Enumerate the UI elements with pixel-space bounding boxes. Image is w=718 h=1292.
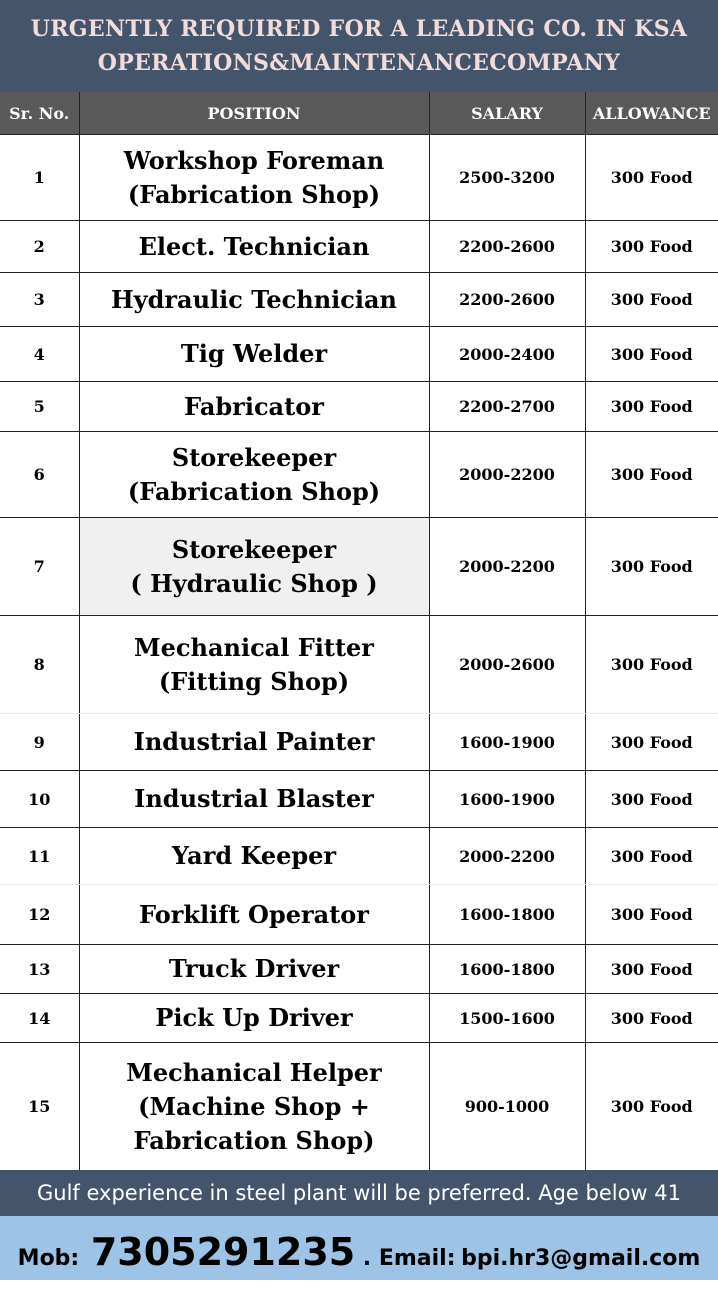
header-subtitle: OPERATIONS&MAINTENANCECOMPANY — [97, 50, 621, 76]
sr-no-cell: 10 — [0, 771, 79, 828]
table-row — [0, 945, 718, 994]
position-subtitle: Fabrication Shop) — [133, 1125, 375, 1155]
table-row — [0, 771, 718, 828]
position-title: Hydraulic Technician — [111, 284, 397, 314]
allowance-cell: 300 Food — [585, 382, 718, 432]
column-header-position: POSITION — [79, 92, 429, 135]
requirements-note: Gulf experience in steel plant will be preferred. Age below 41 — [0, 1170, 718, 1216]
position-title: Truck Driver — [168, 954, 340, 983]
salary-cell: 2000-2200 — [429, 518, 585, 616]
table-row — [0, 828, 718, 885]
position-cell — [79, 945, 429, 994]
sr-no-cell: 4 — [0, 327, 79, 382]
position-title: Workshop Foreman — [123, 145, 385, 175]
position-title: Industrial Painter — [133, 727, 375, 756]
column-header-salary: SALARY — [429, 92, 585, 135]
salary-cell: 2500-3200 — [429, 135, 585, 221]
salary-cell: 2200-2700 — [429, 382, 585, 432]
salary-cell: 2000-2400 — [429, 327, 585, 382]
salary-cell: 2000-2200 — [429, 432, 585, 518]
positions-table — [0, 92, 718, 1171]
position-title: Yard Keeper — [171, 841, 337, 870]
allowance-cell: 300 Food — [585, 1043, 718, 1171]
allowance-cell: 300 Food — [585, 221, 718, 273]
table-row — [0, 135, 718, 221]
contact-bar — [0, 1216, 718, 1280]
position-cell — [79, 771, 429, 828]
position-subtitle: ( Hydraulic Shop ) — [130, 568, 378, 598]
header-banner — [0, 0, 718, 92]
position-cell — [79, 994, 429, 1043]
position-title: Fabricator — [184, 391, 324, 421]
position-title: Forklift Operator — [139, 899, 369, 929]
mobile-label: Mob: — [17, 1246, 80, 1271]
sr-no-cell: 8 — [0, 616, 79, 714]
salary-cell: 2200-2600 — [429, 273, 585, 327]
position-subtitle: (Fitting Shop) — [158, 666, 350, 696]
email-label: . Email: — [362, 1246, 456, 1271]
table-row — [0, 1043, 718, 1171]
position-cell — [79, 221, 429, 273]
allowance-cell: 300 Food — [585, 432, 718, 518]
table-row — [0, 885, 718, 945]
salary-cell: 2200-2600 — [429, 221, 585, 273]
position-title: Industrial Blaster — [134, 784, 374, 813]
position-cell — [79, 1043, 429, 1171]
salary-cell: 1600-1900 — [429, 771, 585, 828]
sr-no-cell: 6 — [0, 432, 79, 518]
salary-cell: 900-1000 — [429, 1043, 585, 1171]
table-header-row — [0, 92, 718, 135]
position-cell — [79, 273, 429, 327]
position-subtitle: (Machine Shop + — [138, 1091, 370, 1121]
sr-no-cell: 2 — [0, 221, 79, 273]
table-row — [0, 714, 718, 771]
allowance-cell: 300 Food — [585, 273, 718, 327]
header-title: URGENTLY REQUIRED FOR A LEADING CO. IN KSA — [30, 16, 688, 42]
position-cell — [79, 885, 429, 945]
allowance-cell: 300 Food — [585, 994, 718, 1043]
position-title: Elect. Technician — [138, 231, 370, 261]
salary-cell: 2000-2200 — [429, 828, 585, 885]
table-row — [0, 616, 718, 714]
sr-no-cell: 14 — [0, 994, 79, 1043]
position-cell — [79, 382, 429, 432]
position-cell — [79, 714, 429, 771]
position-title: Tig Welder — [180, 339, 328, 368]
sr-no-cell: 13 — [0, 945, 79, 994]
sr-no-cell: 7 — [0, 518, 79, 616]
phone-number: 7305291235 — [90, 1230, 356, 1274]
table-row — [0, 273, 718, 327]
table-row — [0, 382, 718, 432]
allowance-cell: 300 Food — [585, 828, 718, 885]
allowance-cell: 300 Food — [585, 945, 718, 994]
sr-no-cell: 1 — [0, 135, 79, 221]
sr-no-cell: 15 — [0, 1043, 79, 1171]
sr-no-cell: 11 — [0, 828, 79, 885]
column-header-allowance: ALLOWANCE — [585, 92, 718, 135]
salary-cell: 1500-1600 — [429, 994, 585, 1043]
position-title: Mechanical Helper — [126, 1057, 382, 1087]
allowance-cell: 300 Food — [585, 616, 718, 714]
column-header-sr-no: Sr. No. — [0, 92, 79, 135]
table-row — [0, 518, 718, 616]
table-row — [0, 432, 718, 518]
position-title: Storekeeper — [171, 442, 337, 472]
allowance-cell: 300 Food — [585, 771, 718, 828]
allowance-cell: 300 Food — [585, 135, 718, 221]
allowance-cell: 300 Food — [585, 327, 718, 382]
position-cell — [79, 518, 429, 616]
salary-cell: 1600-1800 — [429, 885, 585, 945]
sr-no-cell: 3 — [0, 273, 79, 327]
position-title: Mechanical Fitter — [134, 632, 374, 662]
salary-cell: 2000-2600 — [429, 616, 585, 714]
allowance-cell: 300 Food — [585, 518, 718, 616]
sr-no-cell: 5 — [0, 382, 79, 432]
salary-cell: 1600-1800 — [429, 945, 585, 994]
table-row — [0, 327, 718, 382]
position-cell — [79, 432, 429, 518]
position-cell — [79, 135, 429, 221]
table-row — [0, 221, 718, 273]
position-subtitle: (Fabrication Shop) — [127, 179, 381, 209]
position-cell — [79, 828, 429, 885]
position-title: Pick Up Driver — [155, 1003, 353, 1032]
position-cell — [79, 327, 429, 382]
salary-cell: 1600-1900 — [429, 714, 585, 771]
sr-no-cell: 9 — [0, 714, 79, 771]
position-title: Storekeeper — [171, 534, 337, 564]
position-cell — [79, 616, 429, 714]
table-row — [0, 994, 718, 1043]
sr-no-cell: 12 — [0, 885, 79, 945]
position-subtitle: (Fabrication Shop) — [127, 476, 381, 506]
allowance-cell: 300 Food — [585, 885, 718, 945]
allowance-cell: 300 Food — [585, 714, 718, 771]
email-address: bpi.hr3@gmail.com — [461, 1246, 701, 1271]
